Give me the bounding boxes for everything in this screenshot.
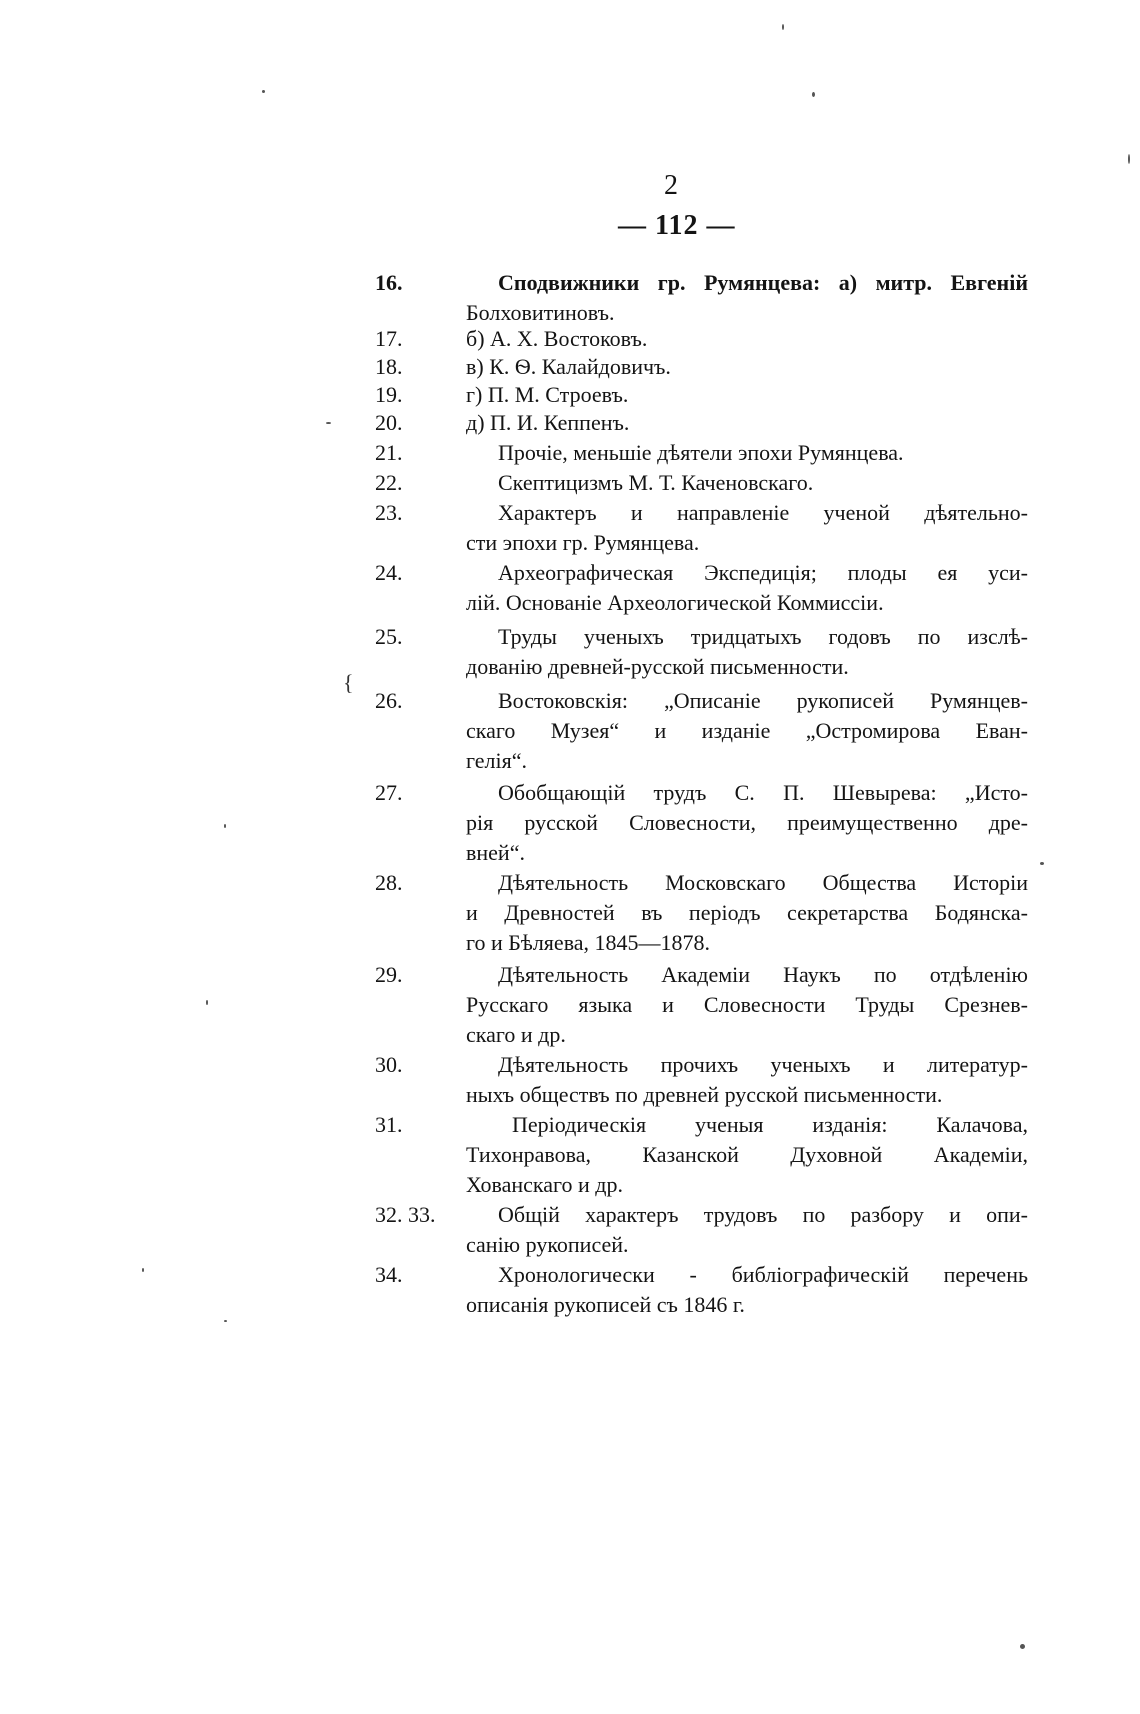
item-text-line: Труды ученыхъ тридцатыхъ годовъ по изслѣ- [498, 624, 1028, 649]
item-text-line: ныхъ обществъ по древней русской письменности. [466, 1082, 943, 1107]
item-number: 28. [375, 870, 403, 895]
item-number: 21. [375, 440, 403, 465]
item-text-line: и Древностей въ періодъ секретарства Бодянска- [466, 900, 1028, 925]
item-text-line: Скептицизмъ М. Т. Каченовскаго. [498, 470, 814, 495]
item-number: 17. [375, 326, 403, 351]
scan-speck [1020, 1644, 1025, 1649]
item-text-line: Прочіе, меньшіе дѣятели эпохи Румянцева. [498, 440, 904, 465]
scan-speck [262, 90, 265, 93]
scan-speck [206, 1000, 208, 1005]
scan-speck [782, 24, 784, 30]
item-text-line: Дѣятельность Академіи Наукъ по отдѣленію [498, 962, 1028, 987]
item-number: 18. [375, 354, 403, 379]
item-text-line: в) К. Ѳ. Калайдовичъ. [466, 354, 671, 379]
item-text-line: д) П. И. Кеппенъ. [466, 410, 630, 435]
item-text-line: Характеръ и направленіе ученой дѣятельно- [498, 500, 1028, 525]
item-number: 22. [375, 470, 403, 495]
item-number: 31. [375, 1112, 403, 1137]
scan-speck [326, 422, 331, 424]
item-text-line: Хованскаго и др. [466, 1172, 623, 1197]
scan-speck [224, 824, 226, 828]
page-number: — 112 — [618, 210, 736, 241]
item-text-line: скаго и др. [466, 1022, 566, 1047]
item-number: 16. [375, 270, 403, 295]
item-text-line: Дѣятельность Московскаго Общества Исторіи [498, 870, 1028, 895]
item-text-line: Дѣятельность прочихъ ученыхъ и литератур- [498, 1052, 1028, 1077]
item-number: 20. [375, 410, 403, 435]
item-text-line: дованію древней-русской письменности. [466, 654, 849, 679]
marginal-pencil-note: 2 [664, 170, 678, 201]
item-text-line: го и Бѣляева, 1845—1878. [466, 930, 711, 955]
item-text-line: Русскаго языка и Словесности Труды Срезнев- [466, 992, 1028, 1017]
scan-speck [1128, 154, 1130, 164]
item-number: 25. [375, 624, 403, 649]
item-text-line: г) П. М. Строевъ. [466, 382, 629, 407]
item-number: 19. [375, 382, 403, 407]
margin-bracket-mark: { [343, 670, 354, 695]
scan-speck [224, 1320, 227, 1322]
item-number: 29. [375, 962, 403, 987]
item-text-line: Обобщающій трудъ С. П. Шевырева: „Исто- [498, 780, 1028, 805]
item-text-line: сти эпохи гр. Румянцева. [466, 530, 700, 555]
item-number: 32. 33. [375, 1202, 436, 1227]
item-text-line: гелія“. [466, 748, 527, 773]
item-number: 27. [375, 780, 403, 805]
item-text-line: лій. Основаніе Археологической Коммиссіи. [466, 590, 884, 615]
item-number: 34. [375, 1262, 403, 1287]
item-text-line: скаго Музея“ и изданіе „Остромирова Еван- [466, 718, 1028, 743]
scan-speck [1040, 862, 1044, 865]
item-number: 24. [375, 560, 403, 585]
item-text-line: Общій характеръ трудовъ по разбору и опи- [498, 1202, 1028, 1227]
scan-speck [812, 92, 815, 97]
item-number: 23. [375, 500, 403, 525]
item-text-line: Археографическая Экспедиція; плоды ея уси- [498, 560, 1028, 585]
item-number: 30. [375, 1052, 403, 1077]
item-text-line: Сподвижники гр. Румянцева: а) митр. Евгеній [498, 270, 1028, 295]
scan-speck [142, 1268, 144, 1272]
item-number: 26. [375, 688, 403, 713]
item-text-line: санію рукописей. [466, 1232, 629, 1257]
item-text-line: Тихонравова, Казанской Духовной Академіи, [466, 1142, 1028, 1167]
item-text-line: Болховитиновъ. [466, 300, 615, 325]
item-text-line: Хронологически - библіографическій перечень [498, 1262, 1028, 1287]
item-text-line: вней“. [466, 840, 525, 865]
item-text-line: Періодическія ученыя изданія: Калачова, [512, 1112, 1028, 1137]
item-text-line: описанія рукописей съ 1846 г. [466, 1292, 745, 1317]
item-text-line: Востоковскія: „Описаніе рукописей Румянцев- [498, 688, 1028, 713]
item-text-line: б) А. Х. Востоковъ. [466, 326, 648, 351]
item-text-line: рія русской Словесности, преимущественно дре- [466, 810, 1028, 835]
